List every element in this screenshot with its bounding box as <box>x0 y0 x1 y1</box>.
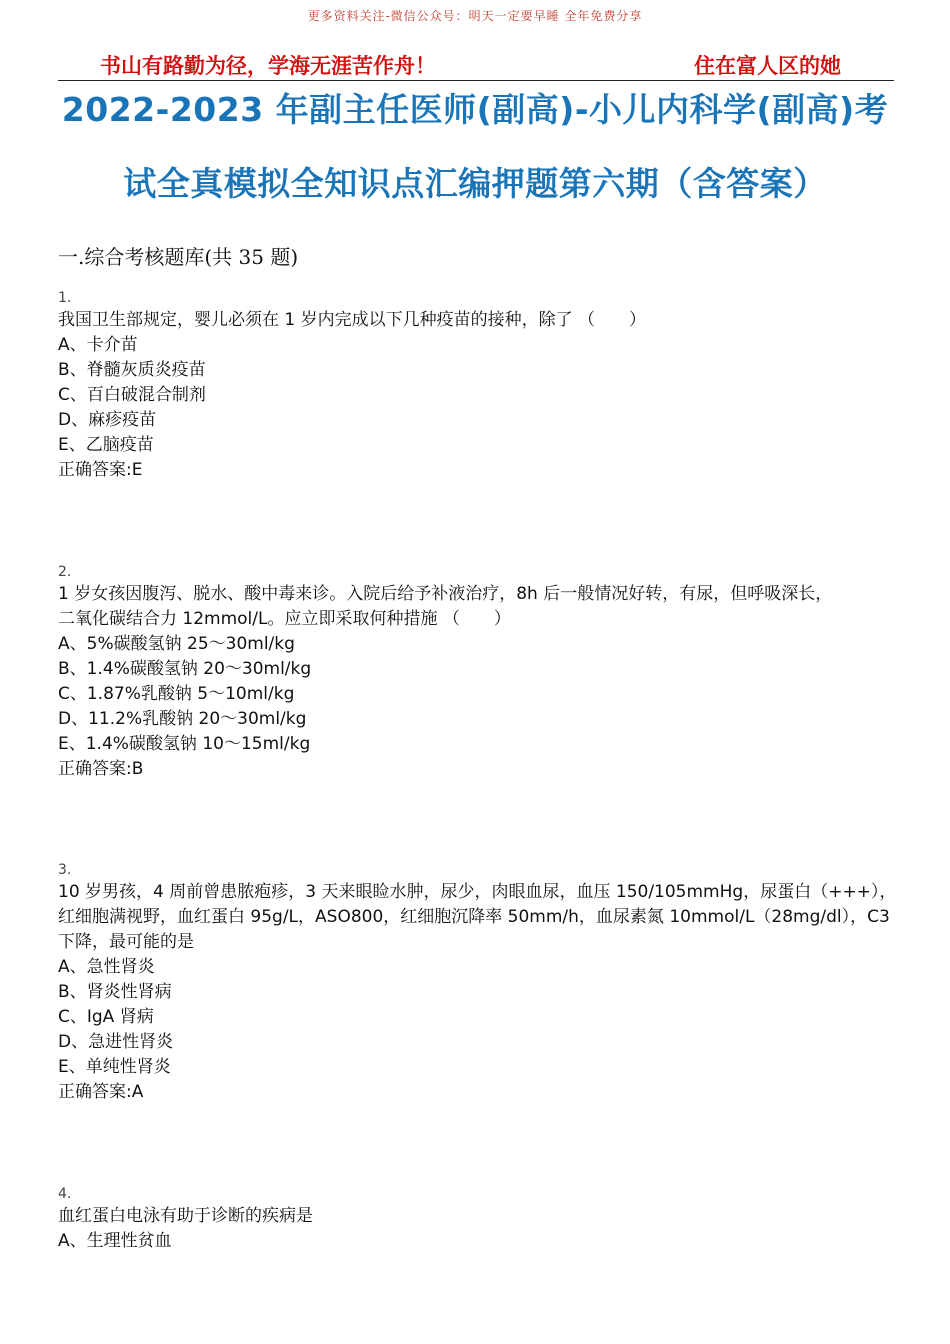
option-e: E、乙脑疫苗 <box>58 435 154 455</box>
question-stem: 血红蛋白电泳有助于诊断的疾病是 <box>58 1206 313 1226</box>
question-stem-line-2: 二氧化碳结合力 12mmol/L。应立即采取何种措施 （ ） <box>58 609 511 629</box>
option-b: B、脊髓灰质炎疫苗 <box>58 360 206 380</box>
option-d: D、11.2%乳酸钠 20～30ml/kg <box>58 709 307 729</box>
question-3 <box>58 860 898 1105</box>
question-stem: 我国卫生部规定，婴儿必须在 1 岁内完成以下几种疫苗的接种，除了 （ ） <box>58 310 647 330</box>
option-b: B、肾炎性肾病 <box>58 982 172 1002</box>
option-a: A、5%碳酸氢钠 25～30ml/kg <box>58 634 295 654</box>
header-divider <box>58 80 894 81</box>
option-e: E、1.4%碳酸氢钠 10～15ml/kg <box>58 734 311 754</box>
question-1 <box>58 288 898 483</box>
option-c: C、1.87%乳酸钠 5～10ml/kg <box>58 684 295 704</box>
document-title-line-1: 2022-2023 年副主任医师(副高)-小儿内科学(副高)考 <box>61 90 889 129</box>
option-d: D、急进性肾炎 <box>58 1032 174 1052</box>
option-e: E、单纯性肾炎 <box>58 1057 171 1077</box>
option-a: A、急性肾炎 <box>58 957 155 977</box>
document-title-line-2: 试全真模拟全知识点汇编押题第六期（含答案） <box>123 164 827 203</box>
question-stem-line-1: 10 岁男孩，4 周前曾患脓疱疹，3 天来眼睑水肿，尿少，肉眼血尿，血压 150/105mmHg，尿蛋白（+++）， <box>58 882 897 902</box>
question-number: 3. <box>58 862 72 878</box>
question-stem-line-1: 1 岁女孩因腹泻、脱水、酸中毒来诊。入院后给予补液治疗，8h 后一般情况好转，有尿，但呼吸深长， <box>58 584 833 604</box>
option-b: B、1.4%碳酸氢钠 20～30ml/kg <box>58 659 312 679</box>
answer: 正确答案:E <box>58 460 143 480</box>
motto-right: 住在富人区的她 <box>694 53 841 78</box>
question-number: 4. <box>58 1186 72 1202</box>
question-number: 1. <box>58 290 72 306</box>
question-stem-line-2: 红细胞满视野，血红蛋白 95g/L，ASO800，红细胞沉降率 50mm/h，血尿素氮 10mmol/L（28mg/dl），C3 <box>58 907 890 927</box>
question-stem-line-3: 下降，最可能的是 <box>58 932 194 952</box>
top-promo-note: 更多资料关注-微信公众号：明天一定要早睡 全年免费分享 <box>307 9 643 23</box>
answer: 正确答案:B <box>58 759 144 779</box>
question-2 <box>58 562 898 782</box>
question-4 <box>58 1184 898 1254</box>
question-number: 2. <box>58 564 72 580</box>
option-d: D、麻疹疫苗 <box>58 410 157 430</box>
option-a: A、卡介苗 <box>58 335 138 355</box>
answer: 正确答案:A <box>58 1082 144 1102</box>
section-heading: 一.综合考核题库(共 35 题) <box>58 245 299 269</box>
motto-left: 书山有路勤为径，学海无涯苦作舟！ <box>100 53 436 78</box>
option-c: C、百白破混合制剂 <box>58 385 206 405</box>
option-a: A、生理性贫血 <box>58 1231 172 1251</box>
option-c: C、IgA 肾病 <box>58 1007 154 1027</box>
